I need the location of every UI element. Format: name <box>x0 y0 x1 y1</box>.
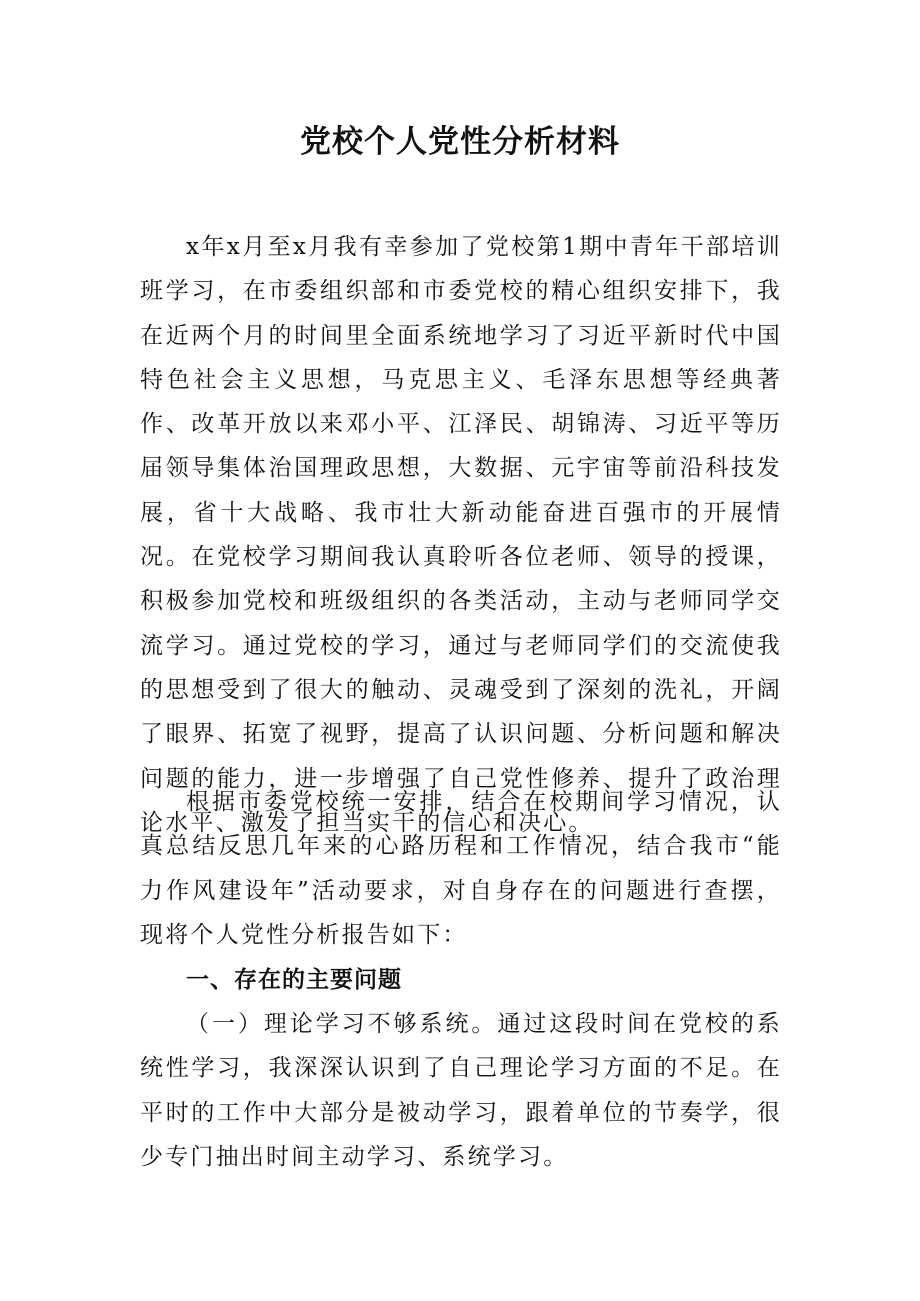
subsection-paragraph: （一）理论学习不够系统。通过这段时间在党校的系统性学习，我深深认识到了自己理论学习方面的不足。在平时的工作中大部分是被动学习，跟着单位的节奏学，很少专门抽出时间主动学习、系统学习。 <box>140 1011 782 1170</box>
document-title: 党校个人党性分析材料 <box>300 124 620 160</box>
intro-paragraph: x年x月至x月我有幸参加了党校第1期中青年干部培训班学习，在市委组织部和市委党校的精心组织安排下，我在近两个月的时间里全面系统地学习了习近平新时代中国特色社会主义思想，马克思主义、毛泽东思想等经典著作、改革开放以来邓小平、江泽民、胡锦涛、习近平等历届领导集体治国理政思想，大数据、元宇宙等前沿科技发展，省十大战略、我市壮大新动能奋进百强市的开展情况。在党校学习期间我认真聆听各位老师、领导的授课，积极参加党校和班级组织的各类活动，主动与老师同学交流学习。通过党校的学习，通过与老师同学们的交流使我的思想受到了很大的触动、灵魂受到了深刻的洗礼，开阔了眼界、拓宽了视野，提高了认识问题、分析问题和解决问题的能力，进一步增强了自己党性修养、提升了政治理论水平、激发了担当实干的信心和决心。 <box>140 234 782 836</box>
arrangement-paragraph: 根据市委党校统一安排，结合在校期间学习情况，认真总结反思几年来的心路历程和工作情况，结合我市“能力作风建设年”活动要求，对自身存在的问题进行查摆，现将个人党性分析报告如下： <box>140 789 782 948</box>
section-heading: 一、存在的主要问题 <box>186 967 402 993</box>
